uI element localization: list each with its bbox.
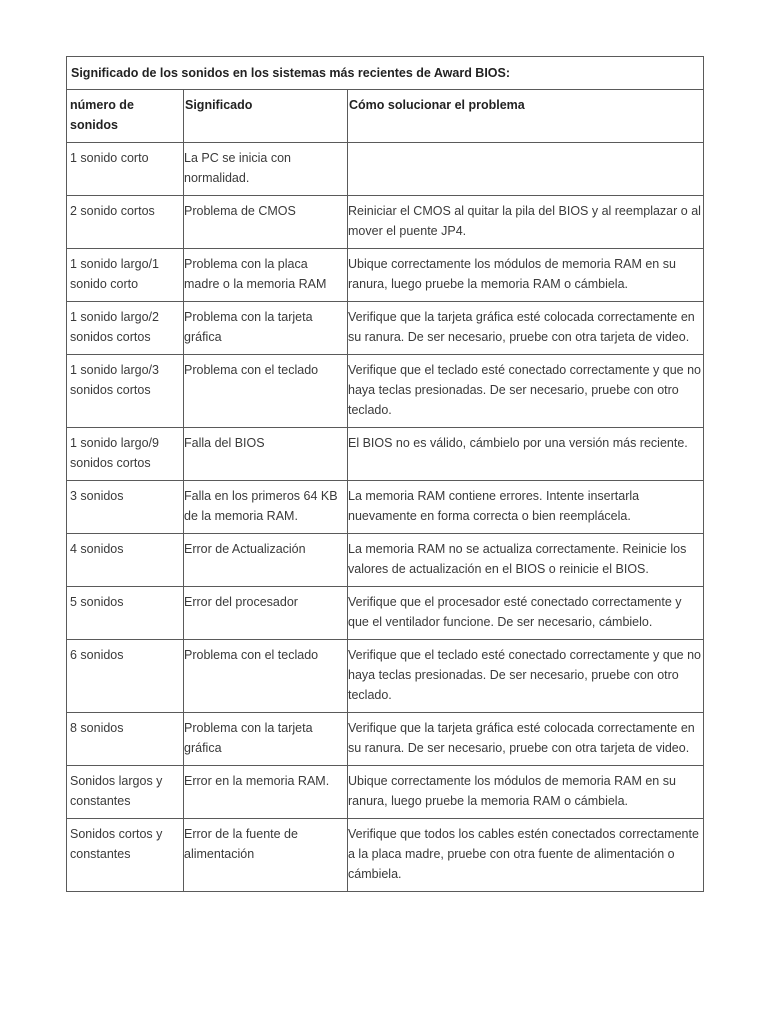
cell-fix: El BIOS no es válido, cámbielo por una versión más reciente. — [348, 428, 704, 481]
table-row — [67, 640, 704, 713]
cell-meaning: Error del procesador — [184, 587, 348, 640]
cell-meaning: Falla en los primeros 64 KB de la memoria RAM. — [184, 481, 348, 534]
cell-count: Sonidos largos y constantes — [67, 766, 184, 819]
cell-count: 8 sonidos — [67, 713, 184, 766]
table-row — [67, 534, 704, 587]
cell-meaning: Error de la fuente de alimentación — [184, 819, 348, 892]
cell-count: 1 sonido largo/3 sonidos cortos — [67, 355, 184, 428]
table-row — [67, 481, 704, 534]
cell-count: Sonidos cortos y constantes — [67, 819, 184, 892]
cell-meaning: Error en la memoria RAM. — [184, 766, 348, 819]
cell-count: 1 sonido largo/9 sonidos cortos — [67, 428, 184, 481]
cell-meaning: Error de Actualización — [184, 534, 348, 587]
bios-beep-codes-table — [66, 56, 704, 892]
cell-fix: Verifique que el teclado esté conectado correctamente y que no haya teclas presionadas. De ser necesario, pruebe con otro teclado. — [348, 355, 704, 428]
cell-fix: Ubique correctamente los módulos de memoria RAM en su ranura, luego pruebe la memoria RAM o cámbiela. — [348, 249, 704, 302]
header-meaning: Significado — [184, 90, 348, 143]
table-body — [67, 57, 704, 892]
cell-meaning: Problema con la tarjeta gráfica — [184, 713, 348, 766]
cell-meaning: La PC se inicia con normalidad. — [184, 143, 348, 196]
table-row — [67, 355, 704, 428]
table-row — [67, 819, 704, 892]
table-row — [67, 587, 704, 640]
table-row — [67, 766, 704, 819]
cell-count: 1 sonido largo/2 sonidos cortos — [67, 302, 184, 355]
table-title: Significado de los sonidos en los sistemas más recientes de Award BIOS: — [67, 57, 704, 90]
cell-fix — [348, 143, 704, 196]
table-row — [67, 302, 704, 355]
cell-count: 2 sonido cortos — [67, 196, 184, 249]
cell-fix: Verifique que el teclado esté conectado correctamente y que no haya teclas presionadas. De ser necesario, pruebe con otro teclado. — [348, 640, 704, 713]
cell-count: 4 sonidos — [67, 534, 184, 587]
table-row — [67, 196, 704, 249]
table-row — [67, 143, 704, 196]
cell-count: 1 sonido largo/1 sonido corto — [67, 249, 184, 302]
table-row — [67, 713, 704, 766]
cell-meaning: Problema de CMOS — [184, 196, 348, 249]
cell-fix: La memoria RAM contiene errores. Intente insertarla nuevamente en forma correcta o bien reemplácela. — [348, 481, 704, 534]
cell-fix: Reiniciar el CMOS al quitar la pila del BIOS y al reemplazar o al mover el puente JP4. — [348, 196, 704, 249]
header-count: número de sonidos — [67, 90, 184, 143]
cell-count: 6 sonidos — [67, 640, 184, 713]
cell-fix: Ubique correctamente los módulos de memoria RAM en su ranura, luego pruebe la memoria RAM o cámbiela. — [348, 766, 704, 819]
cell-meaning: Problema con la tarjeta gráfica — [184, 302, 348, 355]
cell-fix: Verifique que el procesador esté conectado correctamente y que el ventilador funcione. De ser necesario, cámbielo. — [348, 587, 704, 640]
cell-meaning: Problema con el teclado — [184, 355, 348, 428]
table-row — [67, 428, 704, 481]
table-title-row — [67, 57, 704, 90]
cell-fix: Verifique que la tarjeta gráfica esté colocada correctamente en su ranura. De ser necesario, pruebe con otra tarjeta de video. — [348, 302, 704, 355]
cell-fix: La memoria RAM no se actualiza correctamente. Reinicie los valores de actualización en el BIOS o reinicie el BIOS. — [348, 534, 704, 587]
cell-count: 5 sonidos — [67, 587, 184, 640]
cell-fix: Verifique que todos los cables estén conectados correctamente a la placa madre, pruebe con otra fuente de alimentación o cámbiela. — [348, 819, 704, 892]
table-header-row — [67, 90, 704, 143]
table-row — [67, 249, 704, 302]
cell-count: 1 sonido corto — [67, 143, 184, 196]
cell-meaning: Falla del BIOS — [184, 428, 348, 481]
cell-meaning: Problema con el teclado — [184, 640, 348, 713]
cell-meaning: Problema con la placa madre o la memoria RAM — [184, 249, 348, 302]
cell-count: 3 sonidos — [67, 481, 184, 534]
cell-fix: Verifique que la tarjeta gráfica esté colocada correctamente en su ranura. De ser necesario, pruebe con otra tarjeta de video. — [348, 713, 704, 766]
header-fix: Cómo solucionar el problema — [348, 90, 704, 143]
